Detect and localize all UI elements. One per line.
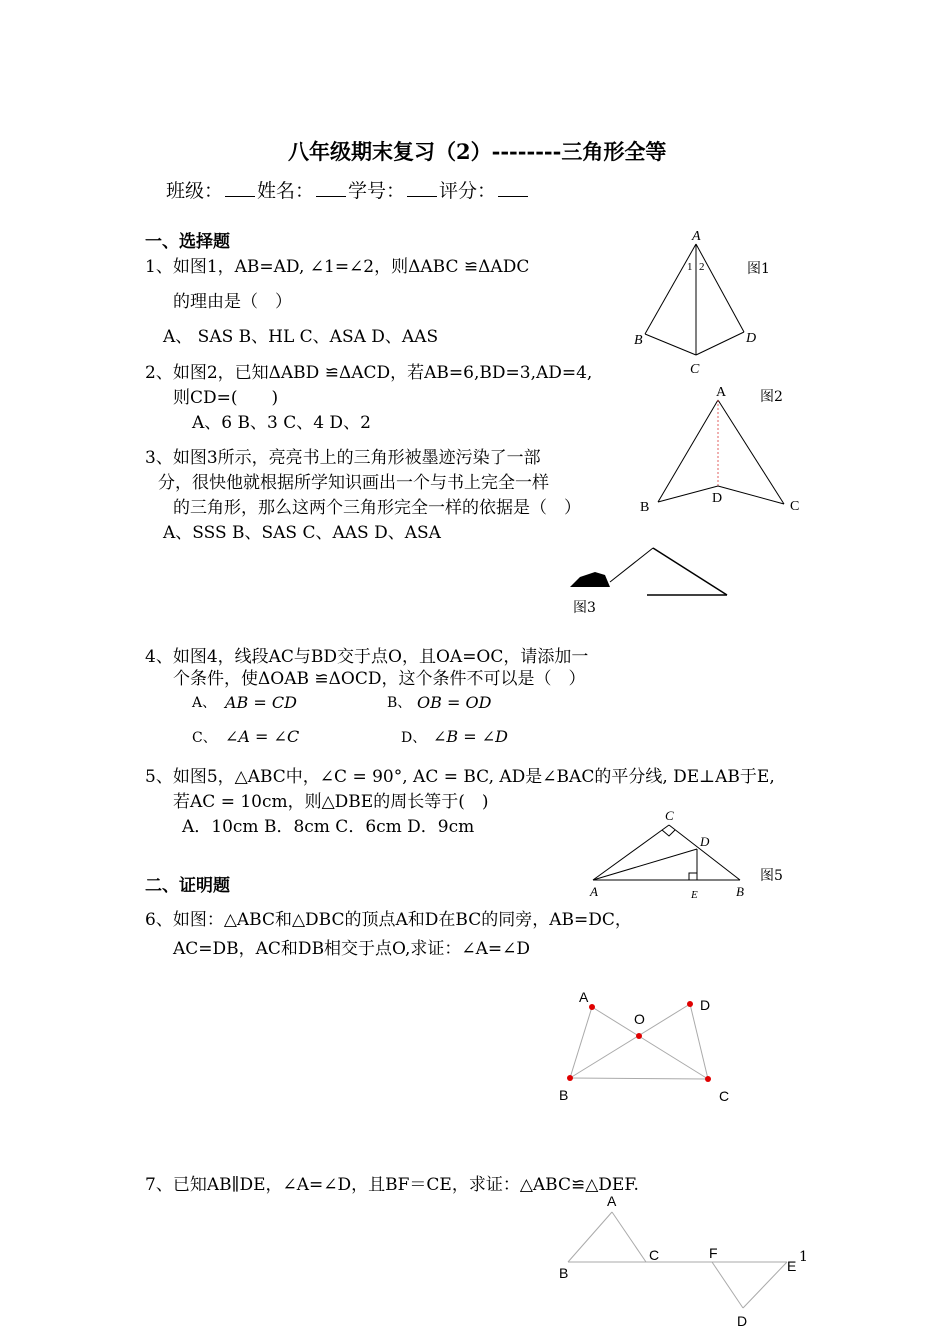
q2-options: A、6 B、3 C、4 D、2	[192, 413, 371, 433]
q6-line2: AC=DB，AC和DB相交于点O,求证：∠A=∠D	[173, 939, 531, 959]
fig5-label-B: B	[736, 884, 744, 899]
fig1-line-BC	[645, 334, 696, 355]
fig6-line-DC	[690, 1004, 708, 1079]
q2-line2: 则CD=( )	[173, 388, 279, 408]
fig1-label-D: D	[746, 331, 757, 346]
fig6-label-O: O	[634, 1011, 645, 1027]
fig5-label-E: E	[691, 889, 698, 901]
fig1-label-angle2: 2	[699, 261, 705, 273]
score-label: 评分：	[439, 180, 497, 202]
q5-options: A．10cm B．8cm C．6cm D．9cm	[182, 817, 475, 837]
fig1-line-AD	[696, 244, 744, 332]
fig6-label-A: A	[579, 989, 589, 1005]
figure-6	[550, 985, 750, 1110]
fig3-ink-blot	[570, 572, 610, 587]
fig7-label-A: A	[607, 1193, 617, 1209]
fig5-right-angle-C	[662, 830, 675, 836]
q4-line1: 4、如图4，线段AC与BD交于点O，且OA=OC，请添加一	[145, 647, 589, 667]
fig7-line-AC	[612, 1212, 646, 1262]
fig6-line-AB	[570, 1007, 592, 1078]
fig5-label-A: A	[590, 884, 598, 899]
name-blank[interactable]	[316, 182, 346, 197]
fig6-line-AC	[592, 1007, 708, 1079]
q4-line2: 个条件，使ΔOAB ≌ΔOCD，这个条件不可以是（ ）	[173, 669, 586, 689]
fig6-point-A	[589, 1004, 595, 1010]
figure-5	[585, 805, 755, 905]
fig6-point-B	[567, 1075, 573, 1081]
fig2-line-AB	[658, 400, 718, 502]
q4-optA: AB = CD	[225, 693, 297, 712]
number-label: 学号：	[348, 180, 406, 202]
fig2-label-A: A	[716, 385, 727, 400]
figure-2	[630, 380, 810, 520]
q4-optD-label: D、	[401, 730, 427, 746]
q4-optA-label: A、	[192, 695, 217, 711]
q5-line2: 若AC = 10cm，则△DBE的周长等于( )	[173, 792, 489, 812]
fig1-label-C: C	[690, 362, 700, 377]
q6-line1: 6、如图：△ABC和△DBC的顶点A和D在BC的同旁，AB=DC，	[145, 910, 632, 930]
fig1-line-AB	[645, 244, 696, 334]
figure-3	[565, 540, 735, 600]
figure-1	[620, 222, 770, 382]
fig1-line-DC	[696, 332, 744, 355]
fig5-caption: 图5	[760, 868, 783, 884]
q4-optB-label: B、	[387, 695, 412, 711]
fig7-line-DE	[743, 1262, 787, 1308]
score-blank[interactable]	[498, 182, 528, 197]
fig5-line-AC	[593, 825, 669, 880]
section-heading-proof: 二、证明题	[145, 876, 230, 896]
fig1-label-angle1: 1	[687, 261, 693, 273]
fig5-right-angle-E	[689, 873, 697, 880]
fig3-caption: 图3	[573, 600, 596, 616]
q1-options: A、 SAS B、HL C、ASA D、AAS	[163, 327, 439, 347]
fig7-label-F: F	[709, 1245, 718, 1261]
q4-optC: ∠A = ∠C	[225, 727, 300, 746]
fig7-line-FD	[712, 1262, 743, 1308]
q4-optC-label: C、	[192, 730, 217, 746]
q4-optD: ∠B = ∠D	[433, 727, 508, 746]
fig7-label-B: B	[559, 1265, 569, 1281]
section-heading-choice: 一、选择题	[145, 232, 230, 252]
fig7-label-C: C	[649, 1247, 660, 1263]
fig6-label-C: C	[719, 1088, 730, 1104]
class-label: 班级：	[166, 180, 224, 202]
page-title: 八年级期末复习（2）--------三角形全等	[288, 139, 667, 164]
fig2-label-B: B	[640, 500, 650, 515]
fig6-point-O	[636, 1033, 642, 1039]
fig5-label-C: C	[665, 808, 674, 823]
fig5-label-D: D	[700, 834, 710, 849]
fig2-label-D: D	[712, 491, 723, 506]
fig6-point-D	[687, 1001, 693, 1007]
fig1-caption: 图1	[747, 261, 770, 277]
q2-line1: 2、如图2，已知ΔABD ≌ΔACD，若AB=6,BD=3,AD=4,	[145, 363, 593, 383]
number-blank[interactable]	[407, 182, 437, 197]
q5-line1: 5、如图5，△ABC中，∠C = 90°, AC = BC, AD是∠BAC的平分线, DE⊥AB于E,	[145, 767, 775, 787]
name-label: 姓名：	[257, 180, 315, 202]
fig6-line-DB	[570, 1004, 690, 1078]
q3-options: A、SSS B、SAS C、AAS D、ASA	[163, 523, 441, 543]
fig6-point-C	[705, 1076, 711, 1082]
q3-line3: 的三角形，那么这两个三角形完全一样的依据是（ ）	[173, 498, 581, 518]
q3-line2: 分，很快他就根据所学知识画出一个与书上完全一样	[158, 473, 549, 493]
class-blank[interactable]	[225, 182, 255, 197]
fig7-label-D: D	[737, 1313, 748, 1329]
student-info-line	[166, 176, 530, 203]
figure-7	[550, 1190, 800, 1340]
fig6-line-BC	[570, 1078, 708, 1079]
fig5-line-AD	[593, 849, 697, 880]
fig7-label-E: E	[787, 1258, 797, 1274]
fig1-label-B: B	[634, 333, 643, 348]
q1-line1: 1、如图1，AB=AD, ∠1=∠2，则ΔABC ≌ΔADC	[145, 257, 530, 277]
fig2-caption: 图2	[760, 389, 783, 405]
fig3-line-right	[653, 548, 727, 595]
q4-optB: OB = OD	[417, 693, 492, 712]
fig7-line-BA	[568, 1212, 612, 1262]
fig6-label-D: D	[700, 997, 711, 1013]
fig6-label-B: B	[559, 1087, 569, 1103]
q3-line1: 3、如图3所示，亮亮书上的三角形被墨迹污染了一部	[145, 448, 541, 468]
fig2-line-BD	[658, 486, 718, 502]
page-number: 1	[799, 1249, 808, 1265]
fig3-line-left	[610, 548, 653, 582]
q7-line1: 7、已知AB∥DE，∠A=∠D，且BF＝CE，求证：△ABC≌△DEF.	[145, 1175, 639, 1195]
q1-line2: 的理由是（ ）	[173, 292, 292, 312]
fig2-label-C: C	[790, 499, 800, 514]
fig1-label-A: A	[692, 229, 701, 244]
